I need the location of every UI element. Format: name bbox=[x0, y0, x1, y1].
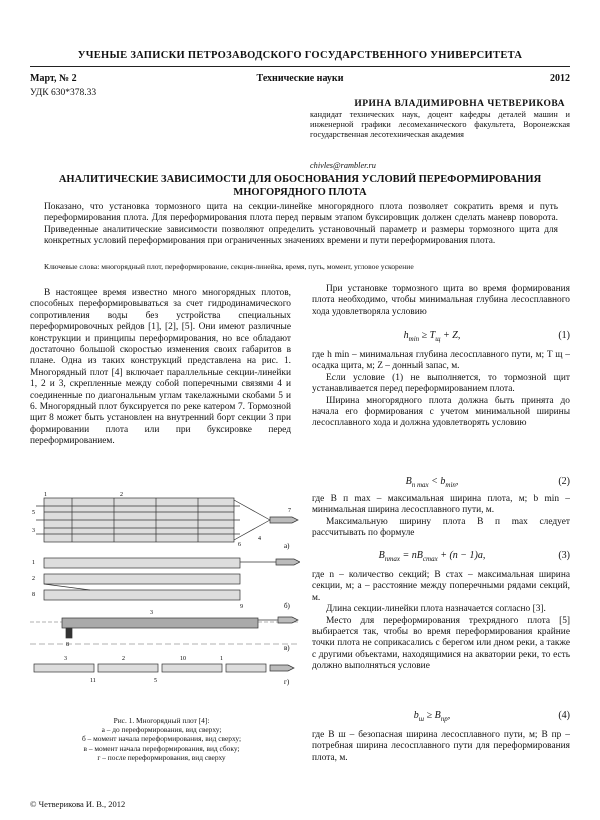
formula-4 bbox=[312, 710, 570, 724]
fig-label-v: в) bbox=[284, 644, 290, 652]
fig-num-3a: 3 bbox=[32, 528, 35, 534]
raft-diagram bbox=[30, 492, 300, 714]
copyright: © Четверикова И. В., 2012 bbox=[30, 799, 126, 809]
right-paragraph-2: где h min – минимальная глубина лесосплавного пути, м; T щ – осадка щита, м; Z – донный запас, м. bbox=[312, 350, 570, 372]
caption-v: в – момент начала переформирования, вид сбоку; bbox=[83, 743, 240, 753]
fig-num-6a: 6 bbox=[238, 542, 241, 548]
udk-code: УДК 630*378.33 bbox=[30, 88, 97, 98]
right-paragraph-1: При установке тормозного щита во время формирования плота необходимо, чтобы минимальная глубина лесосплавного хода удовлетворяла условию bbox=[312, 284, 570, 317]
author-name: ИРИНА ВЛАДИМИРОВНА ЧЕТВЕРИКОВА bbox=[354, 99, 565, 109]
formula-2-number: (2) bbox=[558, 476, 570, 487]
author-email[interactable]: chivles@rambler.ru bbox=[310, 161, 376, 170]
formula-4-expr: $b_ш \ge B_{пр}$, bbox=[413, 710, 451, 723]
fig-label-g: г) bbox=[284, 678, 290, 686]
formula-2-expr: $B_{п max} < b_{min}$, bbox=[405, 476, 459, 489]
formula-3-number: (3) bbox=[558, 550, 570, 561]
caption-b: б – момент начала переформирования, вид сверху; bbox=[81, 734, 242, 744]
caption-title: Рис. 1. Многорядный плот [4]: bbox=[113, 716, 210, 725]
fig-num-1a: 1 bbox=[44, 492, 47, 498]
figure-1 bbox=[30, 492, 300, 714]
fig-num-5g: 5 bbox=[154, 678, 157, 684]
formula-2 bbox=[312, 476, 570, 490]
fig-num-7a: 7 bbox=[288, 508, 291, 514]
fig-num-3v: 3 bbox=[150, 610, 153, 616]
abstract: Показано, что установка тормозного щита на секции-линейке многорядного плота позволяет сократить время и путь переформирования плота. Для переформирования плота перед первым этапом буксировщик должен сделать маневр поворота. Приведенные аналитические зависимости позволяют определить установочный параметр и размеры тормозного щита для конкретных условий переформирования при ограниченных значениях времени и пути переформирования плота. bbox=[44, 202, 558, 247]
header-rule bbox=[30, 66, 570, 67]
fig-num-3g: 3 bbox=[64, 656, 67, 662]
right-paragraph-1-block bbox=[312, 284, 570, 318]
fig-num-1b: 1 bbox=[32, 560, 35, 566]
caption-a: а – до переформирования, вид сверху; bbox=[101, 725, 222, 735]
fig-label-b: б) bbox=[284, 602, 290, 610]
formula-3 bbox=[312, 550, 570, 564]
fig-num-10g: 10 bbox=[180, 656, 186, 662]
fig-num-2a: 2 bbox=[120, 492, 123, 498]
author-info: кандидат технических наук, доцент кафедры деталей машин и инженерной графики лесомеханического факультета, Воронежская государственная лесотехническая академия bbox=[310, 110, 570, 140]
fig-num-2b: 2 bbox=[32, 576, 35, 582]
right-paragraph-3: Если условие (1) не выполняется, то тормозной щит устанавливается перед переформированием плота. bbox=[312, 372, 570, 395]
fig-num-8v: 8 bbox=[66, 642, 69, 648]
right-paragraph-2-block bbox=[312, 350, 570, 430]
right-paragraph-9: Место для переформирования трехрядного плота [5] выбирается так, чтобы во время переформирования крайние точки плота не соприкасались с берегом или дном реки, а также с другими объектами, находящимися на акватории реки, то есть должно выполняться условие bbox=[312, 615, 570, 672]
fig-num-5a: 5 bbox=[32, 510, 35, 516]
formula-1 bbox=[312, 330, 570, 344]
formula-4-number: (4) bbox=[558, 710, 570, 721]
formula-3-expr: $B_{птах} = nB_{стах} + (n - 1)a$, bbox=[378, 550, 486, 563]
year-label: 2012 bbox=[550, 73, 570, 84]
article-title: АНАЛИТИЧЕСКИЕ ЗАВИСИМОСТИ ДЛЯ ОБОСНОВАНИЯ УСЛОВИЙ ПЕРЕФОРМИРОВАНИЯ МНОГОРЯДНОГО ПЛОТА bbox=[58, 174, 542, 198]
right-paragraph-6: Максимальную ширину плота B п max следует рассчитывать по формуле bbox=[312, 516, 570, 539]
journal-title: УЧЕНЫЕ ЗАПИСКИ ПЕТРОЗАВОДСКОГО ГОСУДАРСТВЕННОГО УНИВЕРСИТЕТА bbox=[77, 50, 523, 61]
fig-num-1g: 1 bbox=[220, 656, 223, 662]
fig-num-4a: 4 bbox=[258, 536, 261, 542]
formula-1-expr: $h_{min} \ge T_щ + Z$, bbox=[403, 330, 461, 343]
section-label: Технические науки bbox=[256, 73, 344, 84]
right-paragraph-4: Ширина многорядного плота должна быть принята до начала его формирования с учетом минимальной ширины лесосплавного хода и должна удовлетворять условию bbox=[312, 395, 570, 429]
left-paragraph-1: В настоящее время известно много многорядных плотов, способных переформировываться за счет гидродинамического сопротивления воды без устройства специальных переформировочных рейдов [1], [2], [5]. Они имеют различные конструкции и принципы переформирования, но все обладают достаточно большой скоростью изменения своих габаритов в плане. Одна из таких конструкций представлена на рис. 1. Многорядный плот [4] включает параллельные секции-линейки 1, 2 и 3, скрепленные между собой поперечными связями 4 и соединенные по диагональным углам такелажными скобами 5 и 6. Многорядный плот буксируется по реке катером 7. Тормозной щит 8 может быть установлен на внутренний борт секции 3 при формировании плота или при буксировке перед переформированием. bbox=[30, 288, 291, 447]
figure-caption bbox=[44, 716, 279, 762]
right-paragraph-8: Длина секции-линейки плота назначается согласно [3]. bbox=[326, 604, 546, 615]
fig-num-11g: 11 bbox=[90, 678, 96, 684]
fig-num-8b: 8 bbox=[32, 592, 35, 598]
right-paragraph-10: где B ш – безопасная ширина лесосплавного пути, м; B пр – потребная ширина лесосплавного пути для переформирования плота, м. bbox=[312, 730, 570, 763]
left-column bbox=[30, 288, 291, 448]
caption-g: г – после переформирования, вид сверху bbox=[97, 752, 226, 762]
issue-label: Март, № 2 bbox=[30, 73, 77, 84]
right-paragraph-7: где n – количество секций; B стах – максимальная ширина секции, м; a – расстояние между поперечными рядами секций, м. bbox=[312, 570, 570, 603]
fig-label-a: а) bbox=[284, 542, 290, 550]
formula-1-number: (1) bbox=[558, 330, 570, 341]
right-paragraph-5: где B п max – максимальная ширина плота, м; b min – минимальная ширина лесосплавного пути, м. bbox=[312, 494, 570, 516]
raft-view-b bbox=[44, 558, 300, 600]
right-paragraph-5-block bbox=[312, 494, 570, 540]
raft-view-v bbox=[30, 617, 300, 644]
fig-num-2g: 2 bbox=[122, 656, 125, 662]
right-paragraph-10-block bbox=[312, 730, 570, 764]
fig-num-9b: 9 bbox=[240, 604, 243, 610]
right-paragraph-7-block bbox=[312, 570, 570, 673]
keywords: Ключевые слова: многорядный плот, переформирование, секция-линейка, время, путь, момент, угловое ускорение bbox=[44, 262, 414, 271]
raft-view-g bbox=[34, 664, 294, 672]
